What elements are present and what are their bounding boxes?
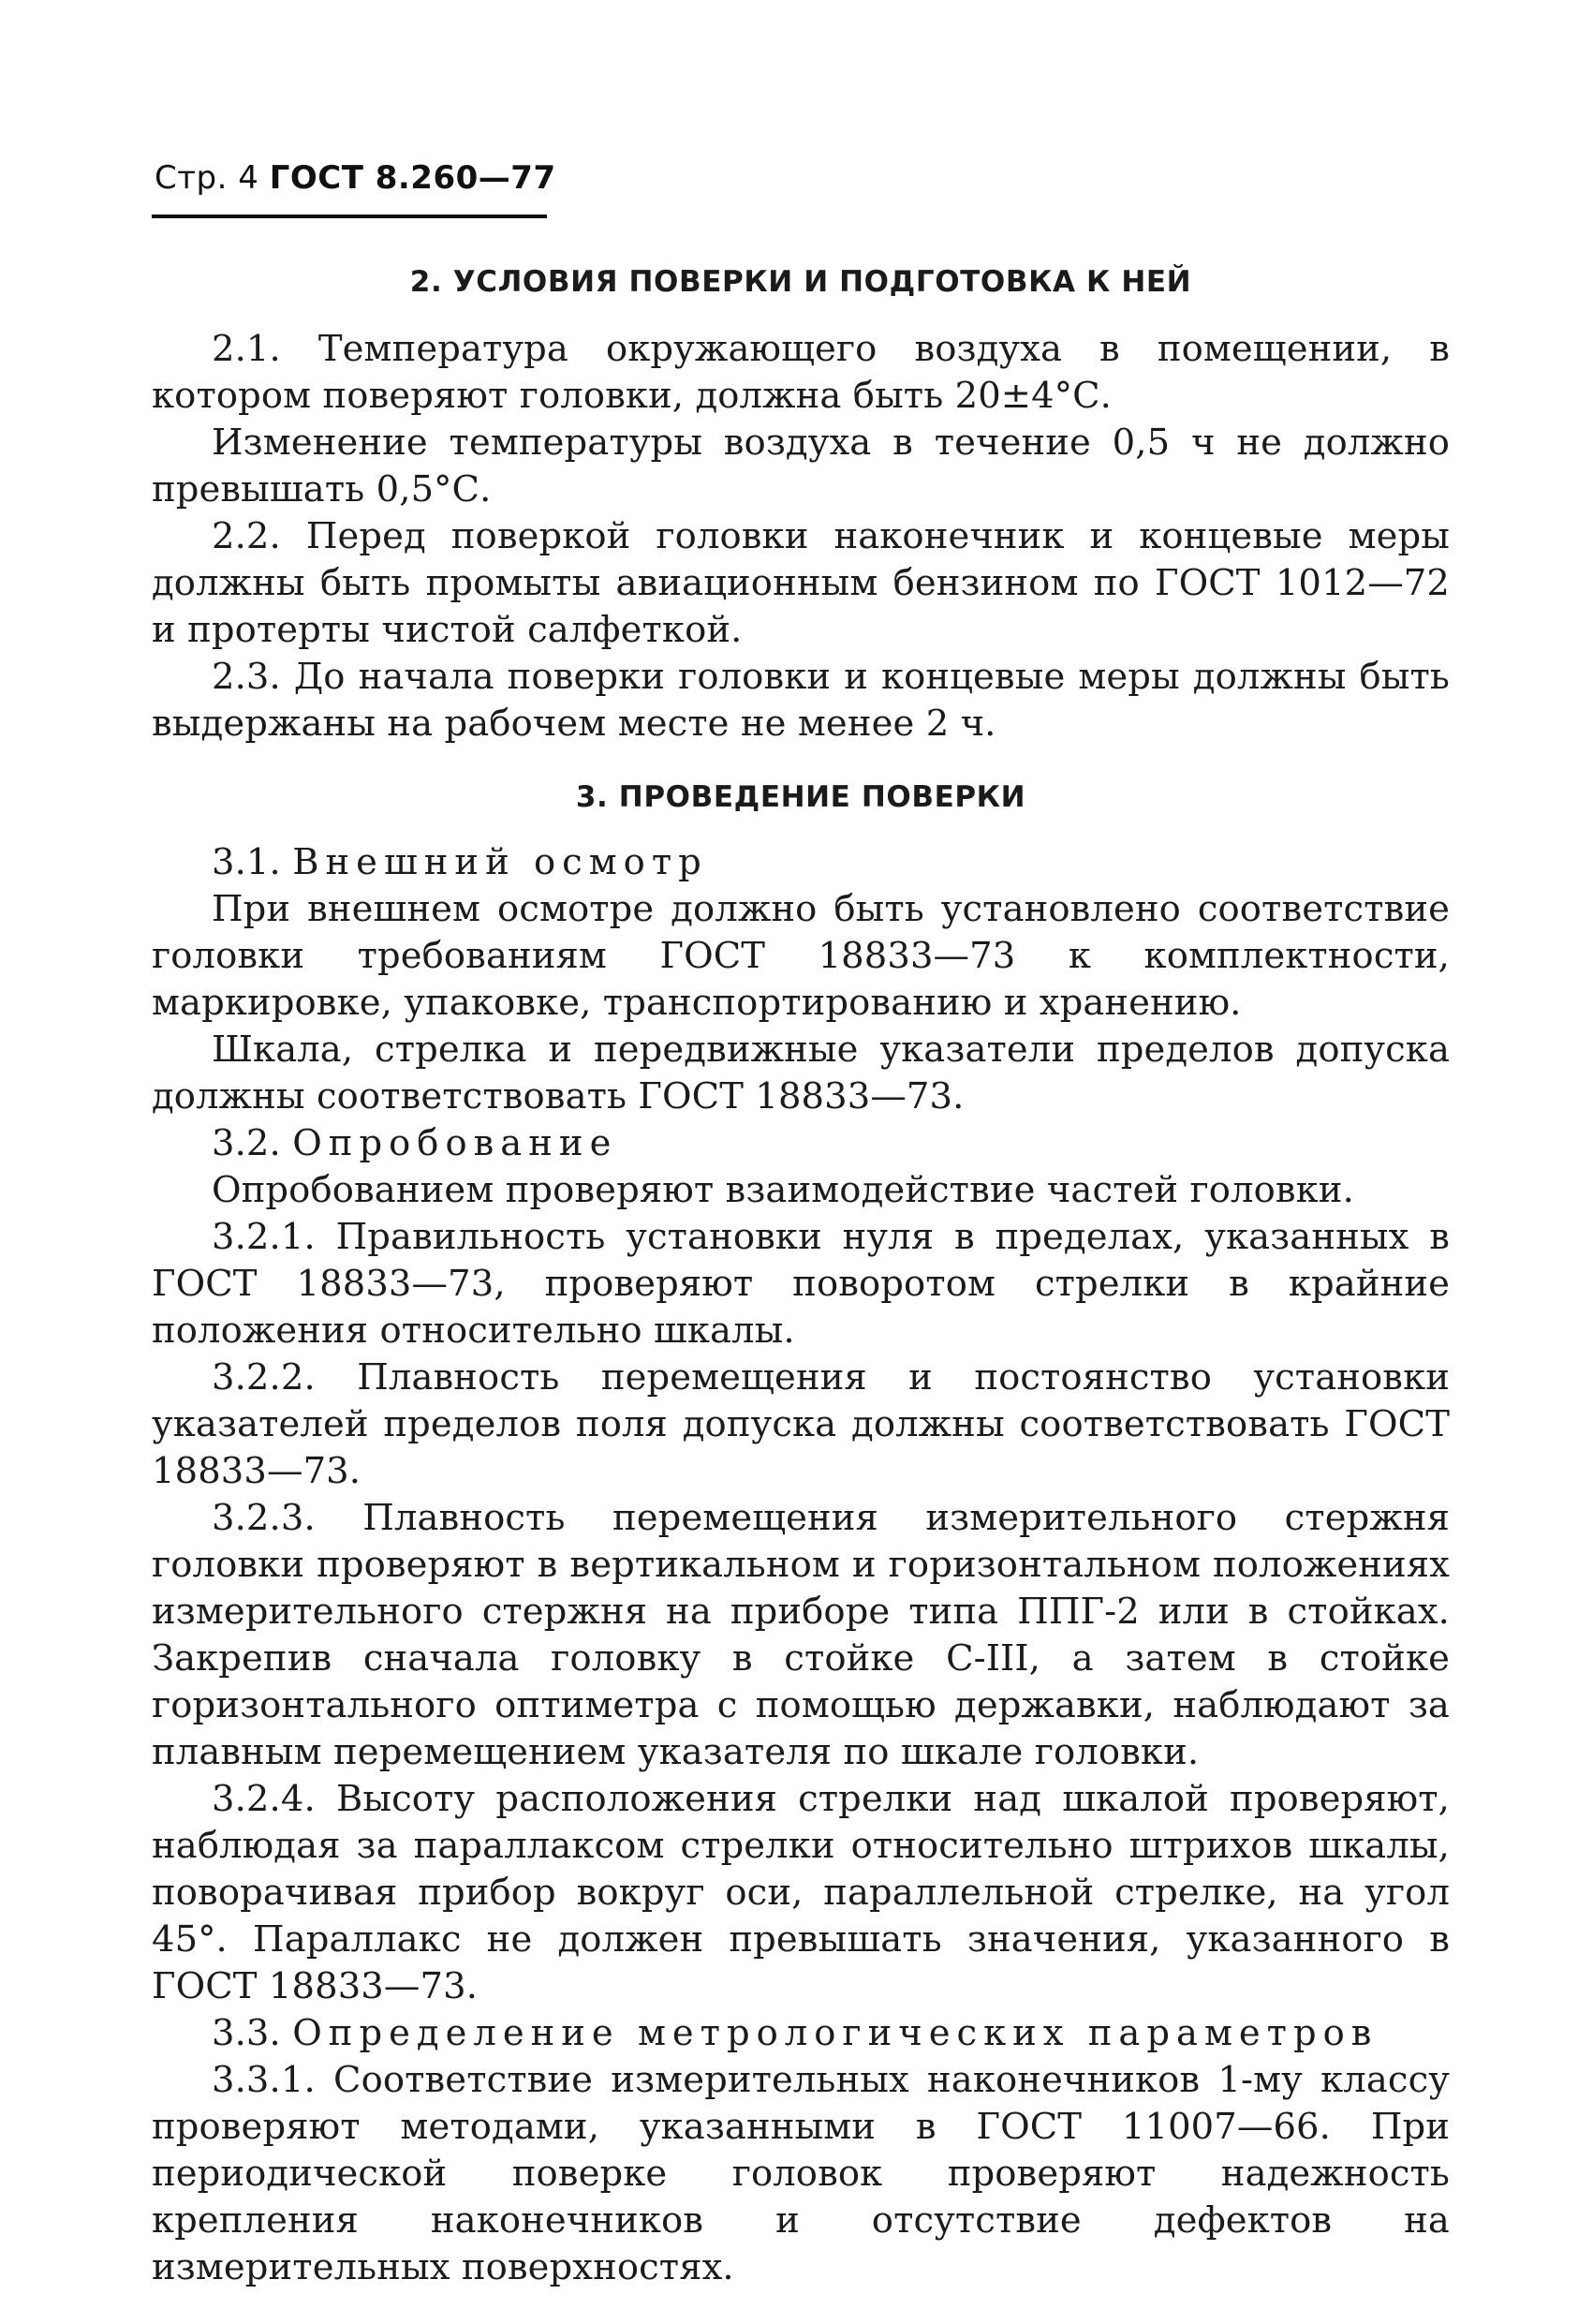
heading-3-2-text: Опробование bbox=[292, 1122, 618, 1164]
paragraph-3-3-1: 3.3.1. Соответствие измерительных наконечников 1-му классу проверяют методами, указанными в ГОСТ 11007—66. При периодической поверке головок проверяют надежность крепления наконечников и отсутствие дефектов на измерительных поверхностях. bbox=[152, 2059, 1450, 2288]
heading-3-3-number: 3.3. bbox=[212, 2012, 281, 2054]
running-header bbox=[155, 159, 556, 197]
heading-3-3-text: Определение метрологических параметров bbox=[292, 2012, 1379, 2054]
paragraph-3-1-b: Шкала, стрелка и передвижные указатели пределов допуска должны соответствовать ГОСТ 18833—73. bbox=[152, 1029, 1450, 1118]
paragraph-3-1-a: При внешнем осмотре должно быть установлено соответствие головки требованиям ГОСТ 18833—73 к комплектности, маркировке, упаковке, транспортированию и хранению. bbox=[152, 888, 1450, 1024]
heading-3-2 bbox=[152, 1120, 1450, 1167]
section-3-title: 3. ПРОВЕДЕНИЕ ПОВЕРКИ bbox=[575, 780, 1026, 814]
paragraph-2-2: 2.2. Перед поверкой головки наконечник и концевые меры должны быть промыты авиационным бензином по ГОСТ 1012—72 и протерты чистой салфеткой. bbox=[152, 515, 1450, 651]
paragraph-3-2: Опробованием проверяют взаимодействие частей головки. bbox=[212, 1169, 1354, 1211]
header-rule bbox=[152, 215, 547, 218]
heading-3-3 bbox=[152, 2010, 1450, 2057]
paragraph-2-3: 2.3. До начала поверки головки и концевые меры должны быть выдержаны на рабочем месте не менее 2 ч. bbox=[152, 656, 1450, 745]
section-2-title: 2. УСЛОВИЯ ПОВЕРКИ И ПОДГОТОВКА К НЕЙ bbox=[409, 265, 1192, 299]
heading-3-1-number: 3.1. bbox=[212, 841, 281, 883]
paragraph-2-1: 2.1. Температура окружающего воздуха в помещении, в котором поверяют головки, должна быть 20±4°С. bbox=[152, 328, 1450, 417]
heading-3-2-number: 3.2. bbox=[212, 1122, 281, 1164]
paragraph-2-1-b: Изменение температуры воздуха в течение 0,5 ч не должно превышать 0,5°С. bbox=[152, 422, 1450, 511]
paragraph-3-2-2: 3.2.2. Плавность перемещения и постоянство установки указателей пределов поля допуска должны соответствовать ГОСТ 18833—73. bbox=[152, 1356, 1450, 1492]
paragraph-3-2-3: 3.2.3. Плавность перемещения измерительного стержня головки проверяют в вертикальном и горизонтальном положениях измерительного стержня на приборе типа ППГ-2 или в стойках. Закрепив сначала головку в стойке С-III, а затем в стойке горизонтального оптиметра с помощью державки, наблюдают за плавным перемещением указателя по шкале головки. bbox=[152, 1497, 1450, 1773]
document-body bbox=[152, 262, 1450, 2291]
heading-3-1 bbox=[152, 839, 1450, 886]
page-number-label: Стр. 4 bbox=[155, 159, 259, 197]
paragraph-3-2-4: 3.2.4. Высоту расположения стрелки над шкалой проверяют, наблюдая за параллаксом стрелки относительно штрихов шкалы, поворачивая прибор вокруг оси, параллельной стрелке, на угол 45°. Параллакс не должен превышать значения, указанного в ГОСТ 18833—73. bbox=[152, 1778, 1450, 2007]
standard-number: ГОСТ 8.260—77 bbox=[269, 159, 556, 197]
paragraph-3-2-1: 3.2.1. Правильность установки нуля в пределах, указанных в ГОСТ 18833—73, проверяют поворотом стрелки в крайние положения относительно шкалы. bbox=[152, 1216, 1450, 1352]
heading-3-1-text: Внешний осмотр bbox=[292, 841, 708, 883]
